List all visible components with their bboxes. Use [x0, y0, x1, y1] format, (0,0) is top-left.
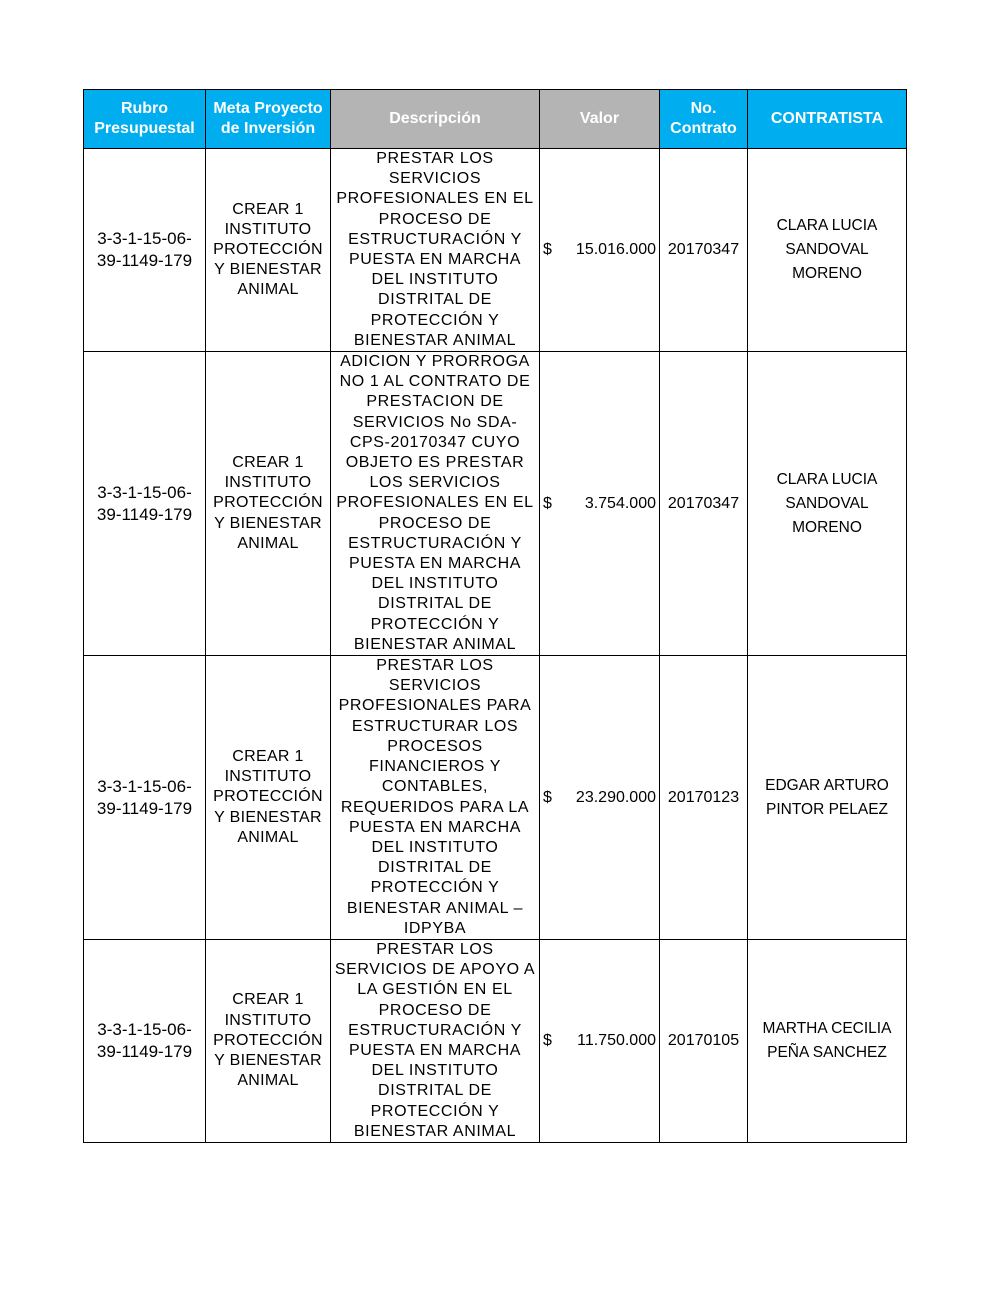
rubro-cell: 3-3-1-15-06-39-1149-179 [84, 939, 206, 1142]
rubro-cell: 3-3-1-15-06-39-1149-179 [84, 149, 206, 352]
valor-cell [540, 939, 660, 1142]
contrato-cell: 20170347 [660, 149, 748, 352]
valor-amount: 23.290.000 [575, 788, 656, 806]
contrato-cell: 20170123 [660, 656, 748, 940]
header-valor: Valor [540, 90, 660, 149]
currency-symbol: $ [543, 241, 552, 259]
valor-cell [540, 656, 660, 940]
table-row [84, 352, 907, 656]
table-row [84, 149, 907, 352]
header-rubro: Rubro Presupuestal [84, 90, 206, 149]
contrato-cell: 20170347 [660, 352, 748, 656]
meta-cell: CREAR 1 INSTITUTO PROTECCIÓN Y BIENESTAR ANIMAL [206, 149, 331, 352]
rubro-cell: 3-3-1-15-06-39-1149-179 [84, 352, 206, 656]
descripcion-cell: ADICION Y PRORROGA NO 1 AL CONTRATO DE PRESTACION DE SERVICIOS No SDA-CPS-20170347 CUYO OBJETO ES PRESTAR LOS SERVICIOS PROFESIONALES EN EL PROCESO DE ESTRUCTURACIÓN Y PUESTA EN MARCHA DEL INSTITUTO DISTRITAL DE PROTECCIÓN Y BIENESTAR ANIMAL [331, 352, 540, 656]
valor-cell [540, 352, 660, 656]
currency-symbol: $ [543, 1031, 552, 1049]
valor-amount: 15.016.000 [575, 241, 656, 259]
contracts-table [83, 89, 907, 1143]
header-contrato: No. Contrato [660, 90, 748, 149]
contrato-cell: 20170105 [660, 939, 748, 1142]
currency-symbol: $ [543, 788, 552, 806]
descripcion-cell: PRESTAR LOS SERVICIOS DE APOYO A LA GESTIÓN EN EL PROCESO DE ESTRUCTURACIÓN Y PUESTA EN MARCHA DEL INSTITUTO DISTRITAL DE PROTECCIÓN Y BIENESTAR ANIMAL [331, 939, 540, 1142]
meta-cell: CREAR 1 INSTITUTO PROTECCIÓN Y BIENESTAR ANIMAL [206, 939, 331, 1142]
contratista-cell: MARTHA CECILIA PEÑA SANCHEZ [748, 939, 907, 1142]
header-contratista: CONTRATISTA [748, 90, 907, 149]
table-row [84, 939, 907, 1142]
currency-symbol: $ [543, 494, 552, 512]
header-row [84, 90, 907, 149]
rubro-cell: 3-3-1-15-06-39-1149-179 [84, 656, 206, 940]
contratista-cell: CLARA LUCIA SANDOVAL MORENO [748, 352, 907, 656]
header-descripcion: Descripción [331, 90, 540, 149]
header-meta: Meta Proyecto de Inversión [206, 90, 331, 149]
valor-amount: 11.750.000 [577, 1031, 656, 1049]
contratista-cell: CLARA LUCIA SANDOVAL MORENO [748, 149, 907, 352]
table-row [84, 656, 907, 940]
contratista-cell: EDGAR ARTURO PINTOR PELAEZ [748, 656, 907, 940]
valor-amount: 3.754.000 [584, 494, 656, 512]
valor-cell [540, 149, 660, 352]
descripcion-cell: PRESTAR LOS SERVICIOS PROFESIONALES PARA ESTRUCTURAR LOS PROCESOS FINANCIEROS Y CONTABLES, REQUERIDOS PARA LA PUESTA EN MARCHA DEL INSTITUTO DISTRITAL DE PROTECCIÓN Y BIENESTAR ANIMAL – IDPYBA [331, 656, 540, 940]
descripcion-cell: PRESTAR LOS SERVICIOS PROFESIONALES EN EL PROCESO DE ESTRUCTURACIÓN Y PUESTA EN MARCHA DEL INSTITUTO DISTRITAL DE PROTECCIÓN Y BIENESTAR ANIMAL [331, 149, 540, 352]
meta-cell: CREAR 1 INSTITUTO PROTECCIÓN Y BIENESTAR ANIMAL [206, 656, 331, 940]
meta-cell: CREAR 1 INSTITUTO PROTECCIÓN Y BIENESTAR ANIMAL [206, 352, 331, 656]
